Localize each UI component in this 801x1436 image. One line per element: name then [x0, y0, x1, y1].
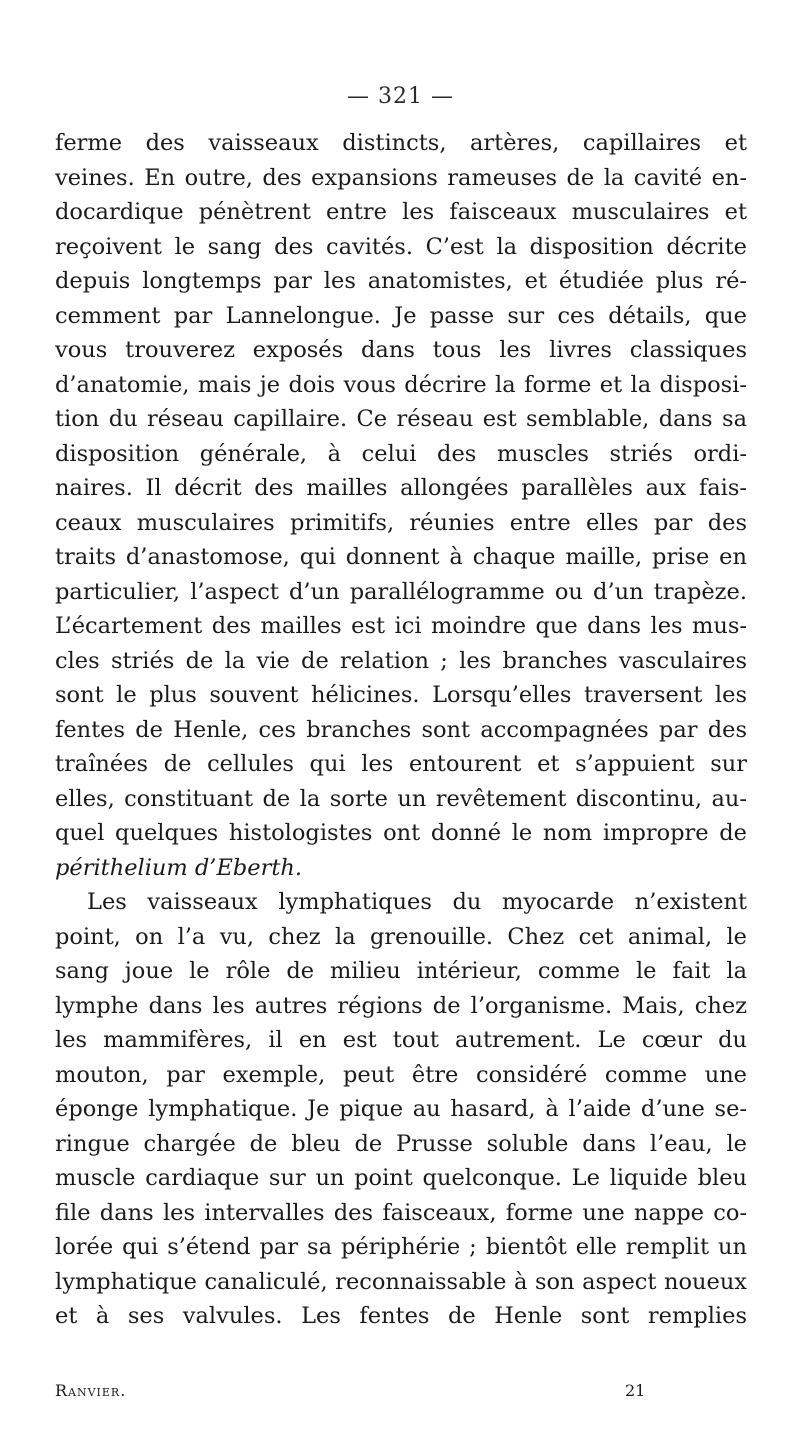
text-line: sont le plus souvent hélicines. Lorsqu’elles traversent les: [55, 682, 747, 708]
author-running-footer: Ranvier.: [55, 1381, 127, 1400]
text-line: depuis longtemps par les anatomistes, et étudiée plus ré-: [55, 268, 747, 294]
page-footer: [55, 1379, 747, 1403]
text-line-italic: périthelium d’Eberth.: [55, 854, 303, 881]
text-line: les mammifères, il en est tout autrement. Le cœur du: [55, 1027, 747, 1053]
text-line: point, on l’a vu, chez la grenouille. Chez cet animal, le: [55, 923, 747, 950]
text-line: ferme des vaisseaux distincts, artères, capillaires et: [55, 130, 747, 156]
text-line: et à ses valvules. Les fentes de Henle sont remplies: [55, 1303, 747, 1329]
text-line: fentes de Henle, ces branches sont accompagnées par des: [55, 716, 747, 743]
text-line: traînées de cellules qui les entourent et s’appuient sur: [55, 751, 747, 777]
text-line: docardique pénètrent entre les faisceaux musculaires et: [55, 199, 747, 225]
text-line: vous trouverez exposés dans tous les livres classiques: [55, 337, 747, 363]
text-line: cemment par Lannelongue. Je passe sur ces détails, que: [55, 302, 747, 329]
text-line: traits d’anastomose, qui donnent à chaque maille, prise en: [55, 544, 747, 570]
text-line: veines. En outre, des expansions rameuses de la cavité en-: [55, 164, 747, 191]
page-number-header: — 321 —: [347, 84, 454, 109]
text-line: L’écartement des mailles est ici moindre que dans les mus-: [55, 613, 747, 639]
text-line: mouton, par exemple, peut être considéré comme une: [55, 1061, 747, 1088]
signature-mark: 21: [625, 1381, 646, 1400]
text-line: reçoivent le sang des cavités. C’est la disposition décrite: [55, 233, 747, 260]
text-line: éponge lymphatique. Je pique au hasard, à l’aide d’une se-: [55, 1096, 747, 1122]
text-line: naires. Il décrit des mailles allongées parallèles aux fais-: [55, 475, 747, 501]
text-line: d’anatomie, mais je dois vous décrire la forme et la disposi-: [55, 371, 747, 398]
paragraph-start-line: Les vaisseaux lymphatiques du myocarde n’existent: [87, 889, 747, 915]
text-line: ringue chargée de bleu de Prusse soluble dans l’eau, le: [55, 1130, 747, 1157]
text-line: cles striés de la vie de relation ; les branches vasculaires: [55, 647, 747, 674]
text-line: lorée qui s’étend par sa périphérie ; bientôt elle remplit un: [55, 1234, 747, 1260]
text-line: sang joue le rôle de milieu intérieur, comme le fait la: [55, 958, 747, 984]
text-line: file dans les intervalles des faisceaux, forme une nappe co-: [55, 1199, 747, 1226]
text-line: ceaux musculaires primitifs, réunies entre elles par des: [55, 509, 747, 536]
text-line: muscle cardiaque sur un point quelconque. Le liquide bleu: [55, 1165, 747, 1191]
text-line: elles, constituant de la sorte un revêtement discontinu, au-: [55, 785, 747, 812]
text-line: quel quelques histologistes ont donné le nom impropre de: [55, 820, 747, 846]
text-line: lymphe dans les autres régions de l’organisme. Mais, chez: [55, 992, 747, 1019]
text-line: tion du réseau capillaire. Ce réseau est semblable, dans sa: [55, 406, 747, 432]
text-line: lymphatique canaliculé, reconnaissable à son aspect noueux: [55, 1268, 747, 1295]
text-line: disposition générale, à celui des muscles striés ordi-: [55, 440, 747, 467]
body-text: [55, 126, 747, 1334]
text-line: particulier, l’aspect d’un parallélogramme ou d’un trapèze.: [55, 578, 747, 605]
